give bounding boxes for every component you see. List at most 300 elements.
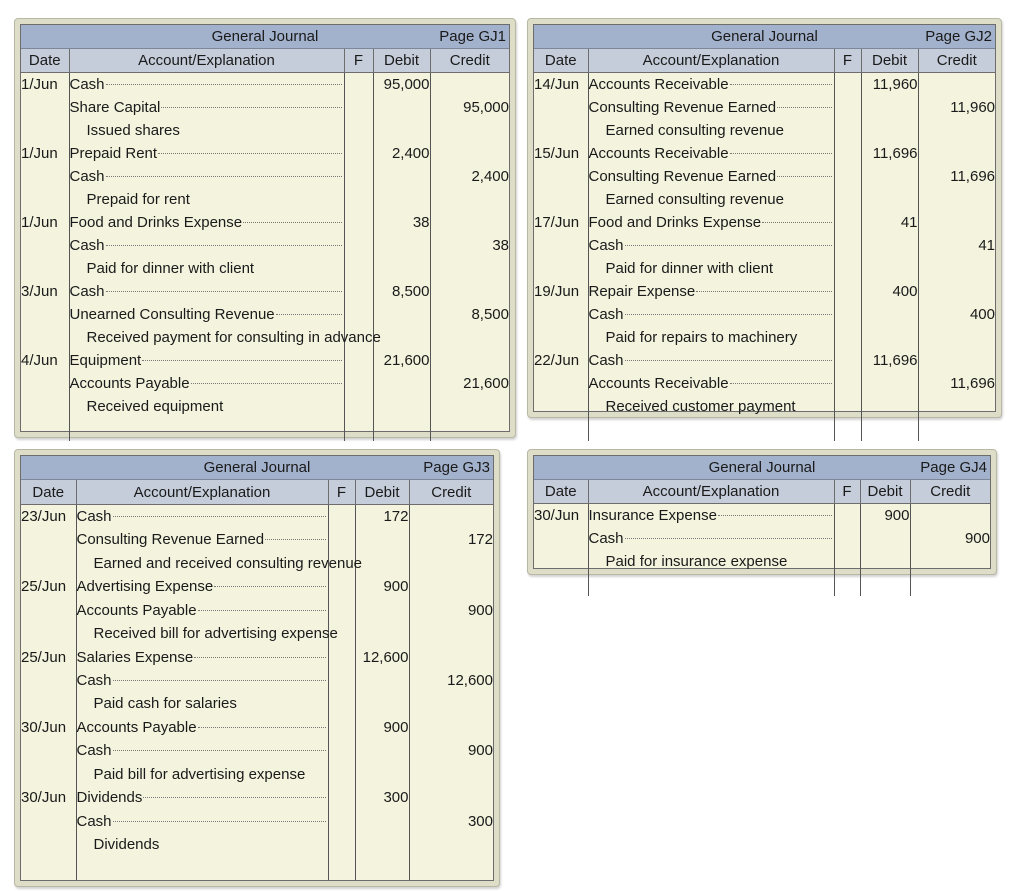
- credit-amount: 900: [467, 601, 493, 619]
- journal-title: General Journal: [708, 459, 816, 476]
- journal-frame: [533, 455, 991, 569]
- debit-amount: [355, 763, 409, 786]
- debit-amount: [373, 303, 430, 326]
- filler-cell: [76, 856, 328, 880]
- debit-account-name: Cash: [69, 283, 105, 300]
- entry-date: [534, 326, 588, 349]
- page-number: Page GJ2: [925, 28, 992, 45]
- filler-cell: [860, 573, 910, 596]
- entry-date: [534, 165, 588, 188]
- credit-account-name: Cash: [588, 530, 624, 547]
- debit-account-name: Repair Expense: [588, 283, 696, 300]
- entry-date: 30/Jun: [21, 716, 76, 739]
- journal-debit-line: [21, 716, 493, 739]
- debit-amount: 300: [355, 786, 409, 809]
- credit-amount: [430, 73, 509, 97]
- credit-amount: 300: [467, 812, 493, 830]
- debit-amount: 11,960: [861, 73, 918, 97]
- account-cell: [76, 810, 328, 833]
- col-credit-header: Credit: [409, 480, 493, 504]
- journal-title: General Journal: [211, 28, 319, 45]
- folio-cell: [328, 763, 355, 786]
- debit-amount: 900: [355, 575, 409, 598]
- credit-account-name: Consulting Revenue Earned: [588, 168, 777, 185]
- credit-amount: [918, 349, 995, 372]
- debit-amount: 2,400: [373, 142, 430, 165]
- explanation-cell: [588, 188, 834, 211]
- folio-cell: [328, 504, 355, 528]
- credit-account-name: Cash: [76, 812, 112, 830]
- journal-title-bar: [21, 25, 509, 49]
- entry-date: 1/Jun: [21, 211, 69, 234]
- dotted-leader: [161, 107, 341, 108]
- entry-explanation: Paid for dinner with client: [605, 260, 774, 277]
- debit-amount: [860, 550, 910, 573]
- account-wrapper: [589, 504, 834, 527]
- account-wrapper: [70, 96, 344, 119]
- account-wrapper: [77, 739, 328, 762]
- dotted-leader: [762, 222, 831, 223]
- account-cell: [76, 716, 328, 739]
- entry-explanation: Dividends: [93, 836, 160, 854]
- folio-cell: [834, 280, 861, 303]
- account-wrapper: [77, 599, 328, 622]
- credit-amount: 41: [978, 237, 995, 254]
- journal-credit-line: [21, 303, 509, 326]
- debit-amount: 900: [860, 504, 910, 528]
- col-date-header: Date: [534, 480, 588, 504]
- journal-table: [21, 456, 493, 880]
- dotted-leader: [191, 383, 342, 384]
- dotted-leader: [158, 153, 341, 154]
- account-cell: [69, 372, 344, 395]
- account-wrapper: [70, 372, 344, 395]
- credit-amount: 400: [969, 306, 995, 323]
- credit-account-name: Accounts Receivable: [588, 375, 729, 392]
- journal-credit-line: [21, 810, 493, 833]
- dotted-leader: [143, 797, 325, 798]
- journal-title-bar: [21, 456, 493, 480]
- folio-cell: [344, 303, 373, 326]
- debit-account-name: Cash: [76, 507, 112, 525]
- credit-amount: [430, 257, 509, 280]
- account-cell: [588, 73, 834, 97]
- debit-amount: [861, 303, 918, 326]
- journal-frame: [20, 455, 494, 881]
- debit-account-name: Dividends: [76, 789, 143, 807]
- account-cell: [588, 211, 834, 234]
- filler-cell: [21, 856, 76, 880]
- account-wrapper: [70, 303, 344, 326]
- journal-credit-line: [534, 527, 990, 550]
- folio-cell: [328, 528, 355, 551]
- entry-date: 19/Jun: [534, 280, 588, 303]
- debit-account-name: Accounts Payable: [76, 718, 197, 736]
- folio-cell: [328, 669, 355, 692]
- col-account-header: Account/Explanation: [69, 49, 344, 73]
- debit-amount: [860, 527, 910, 550]
- debit-amount: 8,500: [373, 280, 430, 303]
- folio-cell: [344, 188, 373, 211]
- filler-row: [21, 856, 493, 880]
- debit-amount: [373, 234, 430, 257]
- journal-frame: [533, 24, 996, 415]
- debit-amount: [373, 119, 430, 142]
- dotted-leader: [730, 383, 832, 384]
- journal-credit-line: [21, 234, 509, 257]
- entry-explanation: Earned consulting revenue: [605, 191, 784, 208]
- explanation-cell: [69, 188, 344, 211]
- credit-amount: [409, 716, 493, 739]
- account-cell: [69, 96, 344, 119]
- entry-date: [21, 395, 69, 418]
- debit-account-name: Food and Drinks Expense: [588, 214, 762, 231]
- account-wrapper: [77, 575, 328, 598]
- debit-amount: 12,600: [355, 646, 409, 669]
- col-folio-header: F: [344, 49, 373, 73]
- dotted-leader: [214, 586, 325, 587]
- journal-panel-gj1: [14, 18, 516, 438]
- credit-amount: [910, 504, 990, 528]
- credit-account-name: Cash: [69, 168, 105, 185]
- filler-cell: [834, 418, 861, 441]
- filler-cell: [588, 573, 834, 596]
- account-wrapper: [589, 73, 834, 96]
- credit-amount: [918, 211, 995, 234]
- explanation-cell: [76, 763, 328, 786]
- debit-account-name: Food and Drinks Expense: [69, 214, 243, 231]
- col-credit-header: Credit: [430, 49, 509, 73]
- journal-debit-line: [21, 73, 509, 97]
- entry-explanation: Paid cash for salaries: [93, 695, 237, 713]
- dotted-leader: [198, 727, 326, 728]
- folio-cell: [834, 73, 861, 97]
- journal-title-cell: [534, 25, 995, 49]
- col-debit-header: Debit: [860, 480, 910, 504]
- folio-cell: [328, 646, 355, 669]
- debit-account-name: Equipment: [69, 352, 142, 369]
- credit-amount: [430, 280, 509, 303]
- col-credit-header: Credit: [910, 480, 990, 504]
- col-date-header: Date: [534, 49, 588, 73]
- debit-amount: [373, 257, 430, 280]
- explanation-cell: [69, 119, 344, 142]
- debit-amount: [373, 372, 430, 395]
- account-cell: [69, 165, 344, 188]
- explanation-cell: [69, 326, 381, 349]
- entry-date: [21, 165, 69, 188]
- credit-account-name: Unearned Consulting Revenue: [69, 306, 275, 323]
- journal-explanation-line: [21, 622, 493, 645]
- entry-date: [21, 96, 69, 119]
- folio-cell: [344, 234, 373, 257]
- entry-date: [21, 188, 69, 211]
- dotted-leader: [696, 291, 831, 292]
- debit-amount: [355, 692, 409, 715]
- col-credit-header: Credit: [918, 49, 995, 73]
- account-wrapper: [77, 810, 328, 833]
- dotted-leader: [730, 153, 832, 154]
- entry-date: [534, 96, 588, 119]
- entry-date: [534, 527, 588, 550]
- entry-date: 30/Jun: [21, 786, 76, 809]
- entry-explanation: Issued shares: [86, 122, 180, 139]
- folio-cell: [834, 349, 861, 372]
- debit-amount: 21,600: [373, 349, 430, 372]
- account-cell: [588, 303, 834, 326]
- folio-cell: [834, 303, 861, 326]
- debit-amount: [355, 669, 409, 692]
- folio-cell: [344, 257, 373, 280]
- folio-cell: [834, 211, 861, 234]
- entry-date: [21, 234, 69, 257]
- debit-amount: 900: [355, 716, 409, 739]
- debit-amount: 95,000: [373, 73, 430, 97]
- journal-explanation-line: [21, 119, 509, 142]
- journal-frame: [20, 24, 510, 432]
- folio-cell: [328, 575, 355, 598]
- folio-cell: [834, 234, 861, 257]
- folio-cell: [328, 739, 355, 762]
- folio-cell: [344, 73, 373, 97]
- filler-cell: [409, 856, 493, 880]
- explanation-cell: [588, 395, 834, 418]
- journal-debit-line: [534, 211, 995, 234]
- credit-amount: [918, 257, 995, 280]
- explanation-cell: [69, 257, 344, 280]
- debit-amount: [861, 326, 918, 349]
- entry-date: [21, 303, 69, 326]
- debit-amount: [861, 234, 918, 257]
- account-wrapper: [589, 96, 834, 119]
- account-cell: [69, 211, 344, 234]
- col-debit-header: Debit: [355, 480, 409, 504]
- credit-amount: [409, 622, 493, 645]
- dotted-leader: [142, 360, 341, 361]
- folio-cell: [834, 188, 861, 211]
- entry-date: 30/Jun: [534, 504, 588, 528]
- credit-account-name: Cash: [76, 742, 112, 760]
- entry-explanation: Paid bill for advertising expense: [93, 765, 306, 783]
- credit-amount: [409, 646, 493, 669]
- entry-explanation: Received customer payment: [605, 398, 796, 415]
- credit-amount: 38: [492, 237, 509, 254]
- entry-date: [21, 599, 76, 622]
- folio-cell: [834, 326, 861, 349]
- credit-account-name: Cash: [69, 237, 105, 254]
- dotted-leader: [625, 245, 832, 246]
- explanation-cell: [69, 395, 344, 418]
- account-wrapper: [589, 303, 834, 326]
- journal-table: [534, 456, 990, 596]
- explanation-cell: [588, 119, 834, 142]
- dotted-leader: [113, 516, 326, 517]
- credit-amount: [918, 395, 995, 418]
- folio-cell: [328, 599, 355, 622]
- debit-account-name: Accounts Receivable: [588, 145, 729, 162]
- col-date-header: Date: [21, 49, 69, 73]
- credit-amount: 11,696: [950, 375, 995, 392]
- journal-title-bar: [534, 456, 990, 480]
- entry-date: 23/Jun: [21, 504, 76, 528]
- entry-explanation: Earned consulting revenue: [605, 122, 784, 139]
- entry-date: 25/Jun: [21, 575, 76, 598]
- explanation-cell: [76, 622, 338, 645]
- col-date-header: Date: [21, 480, 76, 504]
- debit-amount: [355, 528, 409, 551]
- entry-date: [21, 257, 69, 280]
- entry-date: [21, 552, 76, 575]
- debit-amount: [861, 395, 918, 418]
- debit-amount: 11,696: [861, 349, 918, 372]
- journal-credit-line: [534, 372, 995, 395]
- filler-cell: [21, 418, 69, 441]
- journal-panel-gj4: [527, 449, 997, 575]
- credit-amount: [409, 786, 493, 809]
- journal-panel-gj3: [14, 449, 500, 887]
- debit-amount: [373, 165, 430, 188]
- debit-amount: [861, 165, 918, 188]
- entry-explanation: Received equipment: [86, 398, 224, 415]
- journal-title: General Journal: [711, 28, 818, 45]
- debit-amount: [355, 810, 409, 833]
- debit-amount: [861, 96, 918, 119]
- journal-explanation-line: [21, 552, 493, 575]
- journal-explanation-line: [534, 119, 995, 142]
- account-cell: [69, 73, 344, 97]
- entry-date: [21, 119, 69, 142]
- account-wrapper: [589, 527, 834, 550]
- dotted-leader: [718, 515, 832, 516]
- entry-explanation: Earned and received consulting revenue: [93, 554, 363, 572]
- debit-amount: [861, 257, 918, 280]
- explanation-cell: [76, 692, 328, 715]
- dotted-leader: [113, 821, 326, 822]
- dotted-leader: [106, 176, 342, 177]
- credit-account-name: Accounts Payable: [76, 601, 197, 619]
- journal-explanation-line: [21, 188, 509, 211]
- debit-amount: [373, 395, 430, 418]
- entry-date: [534, 257, 588, 280]
- entry-date: [534, 234, 588, 257]
- journal-table: [21, 25, 509, 441]
- journal-explanation-line: [534, 395, 995, 418]
- journal-credit-line: [534, 165, 995, 188]
- debit-amount: 41: [861, 211, 918, 234]
- credit-amount: [430, 395, 509, 418]
- filler-cell: [861, 418, 918, 441]
- explanation-cell: [76, 833, 328, 856]
- debit-amount: 172: [355, 504, 409, 528]
- filler-cell: [430, 418, 509, 441]
- filler-cell: [534, 418, 588, 441]
- dotted-leader: [106, 245, 342, 246]
- account-wrapper: [589, 280, 834, 303]
- credit-amount: [409, 552, 493, 575]
- folio-cell: [328, 833, 355, 856]
- column-header-row: [21, 49, 509, 73]
- folio-cell: [344, 142, 373, 165]
- credit-amount: [409, 575, 493, 598]
- explanation-cell: [588, 550, 834, 573]
- debit-amount: [355, 552, 409, 575]
- journal-title-cell: [534, 456, 990, 480]
- credit-amount: 11,960: [950, 99, 995, 116]
- col-folio-header: F: [834, 480, 860, 504]
- account-wrapper: [589, 142, 834, 165]
- account-wrapper: [70, 165, 344, 188]
- folio-cell: [328, 716, 355, 739]
- entry-date: [21, 372, 69, 395]
- folio-cell: [328, 810, 355, 833]
- account-wrapper: [77, 646, 328, 669]
- entry-explanation: Prepaid for rent: [86, 191, 190, 208]
- debit-amount: [373, 326, 430, 349]
- account-cell: [588, 527, 834, 550]
- journal-credit-line: [534, 234, 995, 257]
- entry-date: [21, 810, 76, 833]
- folio-cell: [834, 165, 861, 188]
- credit-amount: 900: [964, 530, 990, 547]
- journal-credit-line: [21, 739, 493, 762]
- account-wrapper: [70, 73, 344, 96]
- entry-date: [21, 763, 76, 786]
- credit-amount: 21,600: [463, 375, 509, 392]
- debit-amount: [355, 833, 409, 856]
- entry-date: 14/Jun: [534, 73, 588, 97]
- page-number: Page GJ4: [920, 459, 987, 476]
- account-cell: [588, 165, 834, 188]
- journal-title-cell: [21, 25, 509, 49]
- debit-account-name: Prepaid Rent: [69, 145, 158, 162]
- debit-amount: 400: [861, 280, 918, 303]
- folio-cell: [344, 280, 373, 303]
- filler-cell: [328, 856, 355, 880]
- debit-amount: 38: [373, 211, 430, 234]
- debit-amount: [355, 599, 409, 622]
- entry-date: [21, 528, 76, 551]
- journal-table: [534, 25, 995, 441]
- dotted-leader: [777, 176, 831, 177]
- filler-row: [534, 573, 990, 596]
- account-cell: [69, 280, 344, 303]
- folio-cell: [834, 527, 860, 550]
- journal-debit-line: [21, 211, 509, 234]
- folio-cell: [834, 504, 860, 528]
- page-number: Page GJ3: [423, 459, 490, 476]
- credit-amount: 12,600: [447, 671, 493, 689]
- account-wrapper: [589, 349, 834, 372]
- debit-amount: [373, 188, 430, 211]
- account-cell: [76, 739, 328, 762]
- dotted-leader: [113, 680, 326, 681]
- debit-account-name: Insurance Expense: [588, 507, 717, 524]
- entry-date: [534, 303, 588, 326]
- journal-debit-line: [21, 142, 509, 165]
- account-cell: [69, 142, 344, 165]
- folio-cell: [834, 550, 860, 573]
- journal-credit-line: [21, 528, 493, 551]
- credit-amount: [409, 692, 493, 715]
- entry-date: 22/Jun: [534, 349, 588, 372]
- credit-amount: [430, 188, 509, 211]
- credit-amount: [430, 326, 509, 349]
- folio-cell: [344, 211, 373, 234]
- credit-amount: 95,000: [463, 99, 509, 116]
- account-wrapper: [70, 142, 344, 165]
- entry-date: [534, 395, 588, 418]
- col-account-header: Account/Explanation: [76, 480, 328, 504]
